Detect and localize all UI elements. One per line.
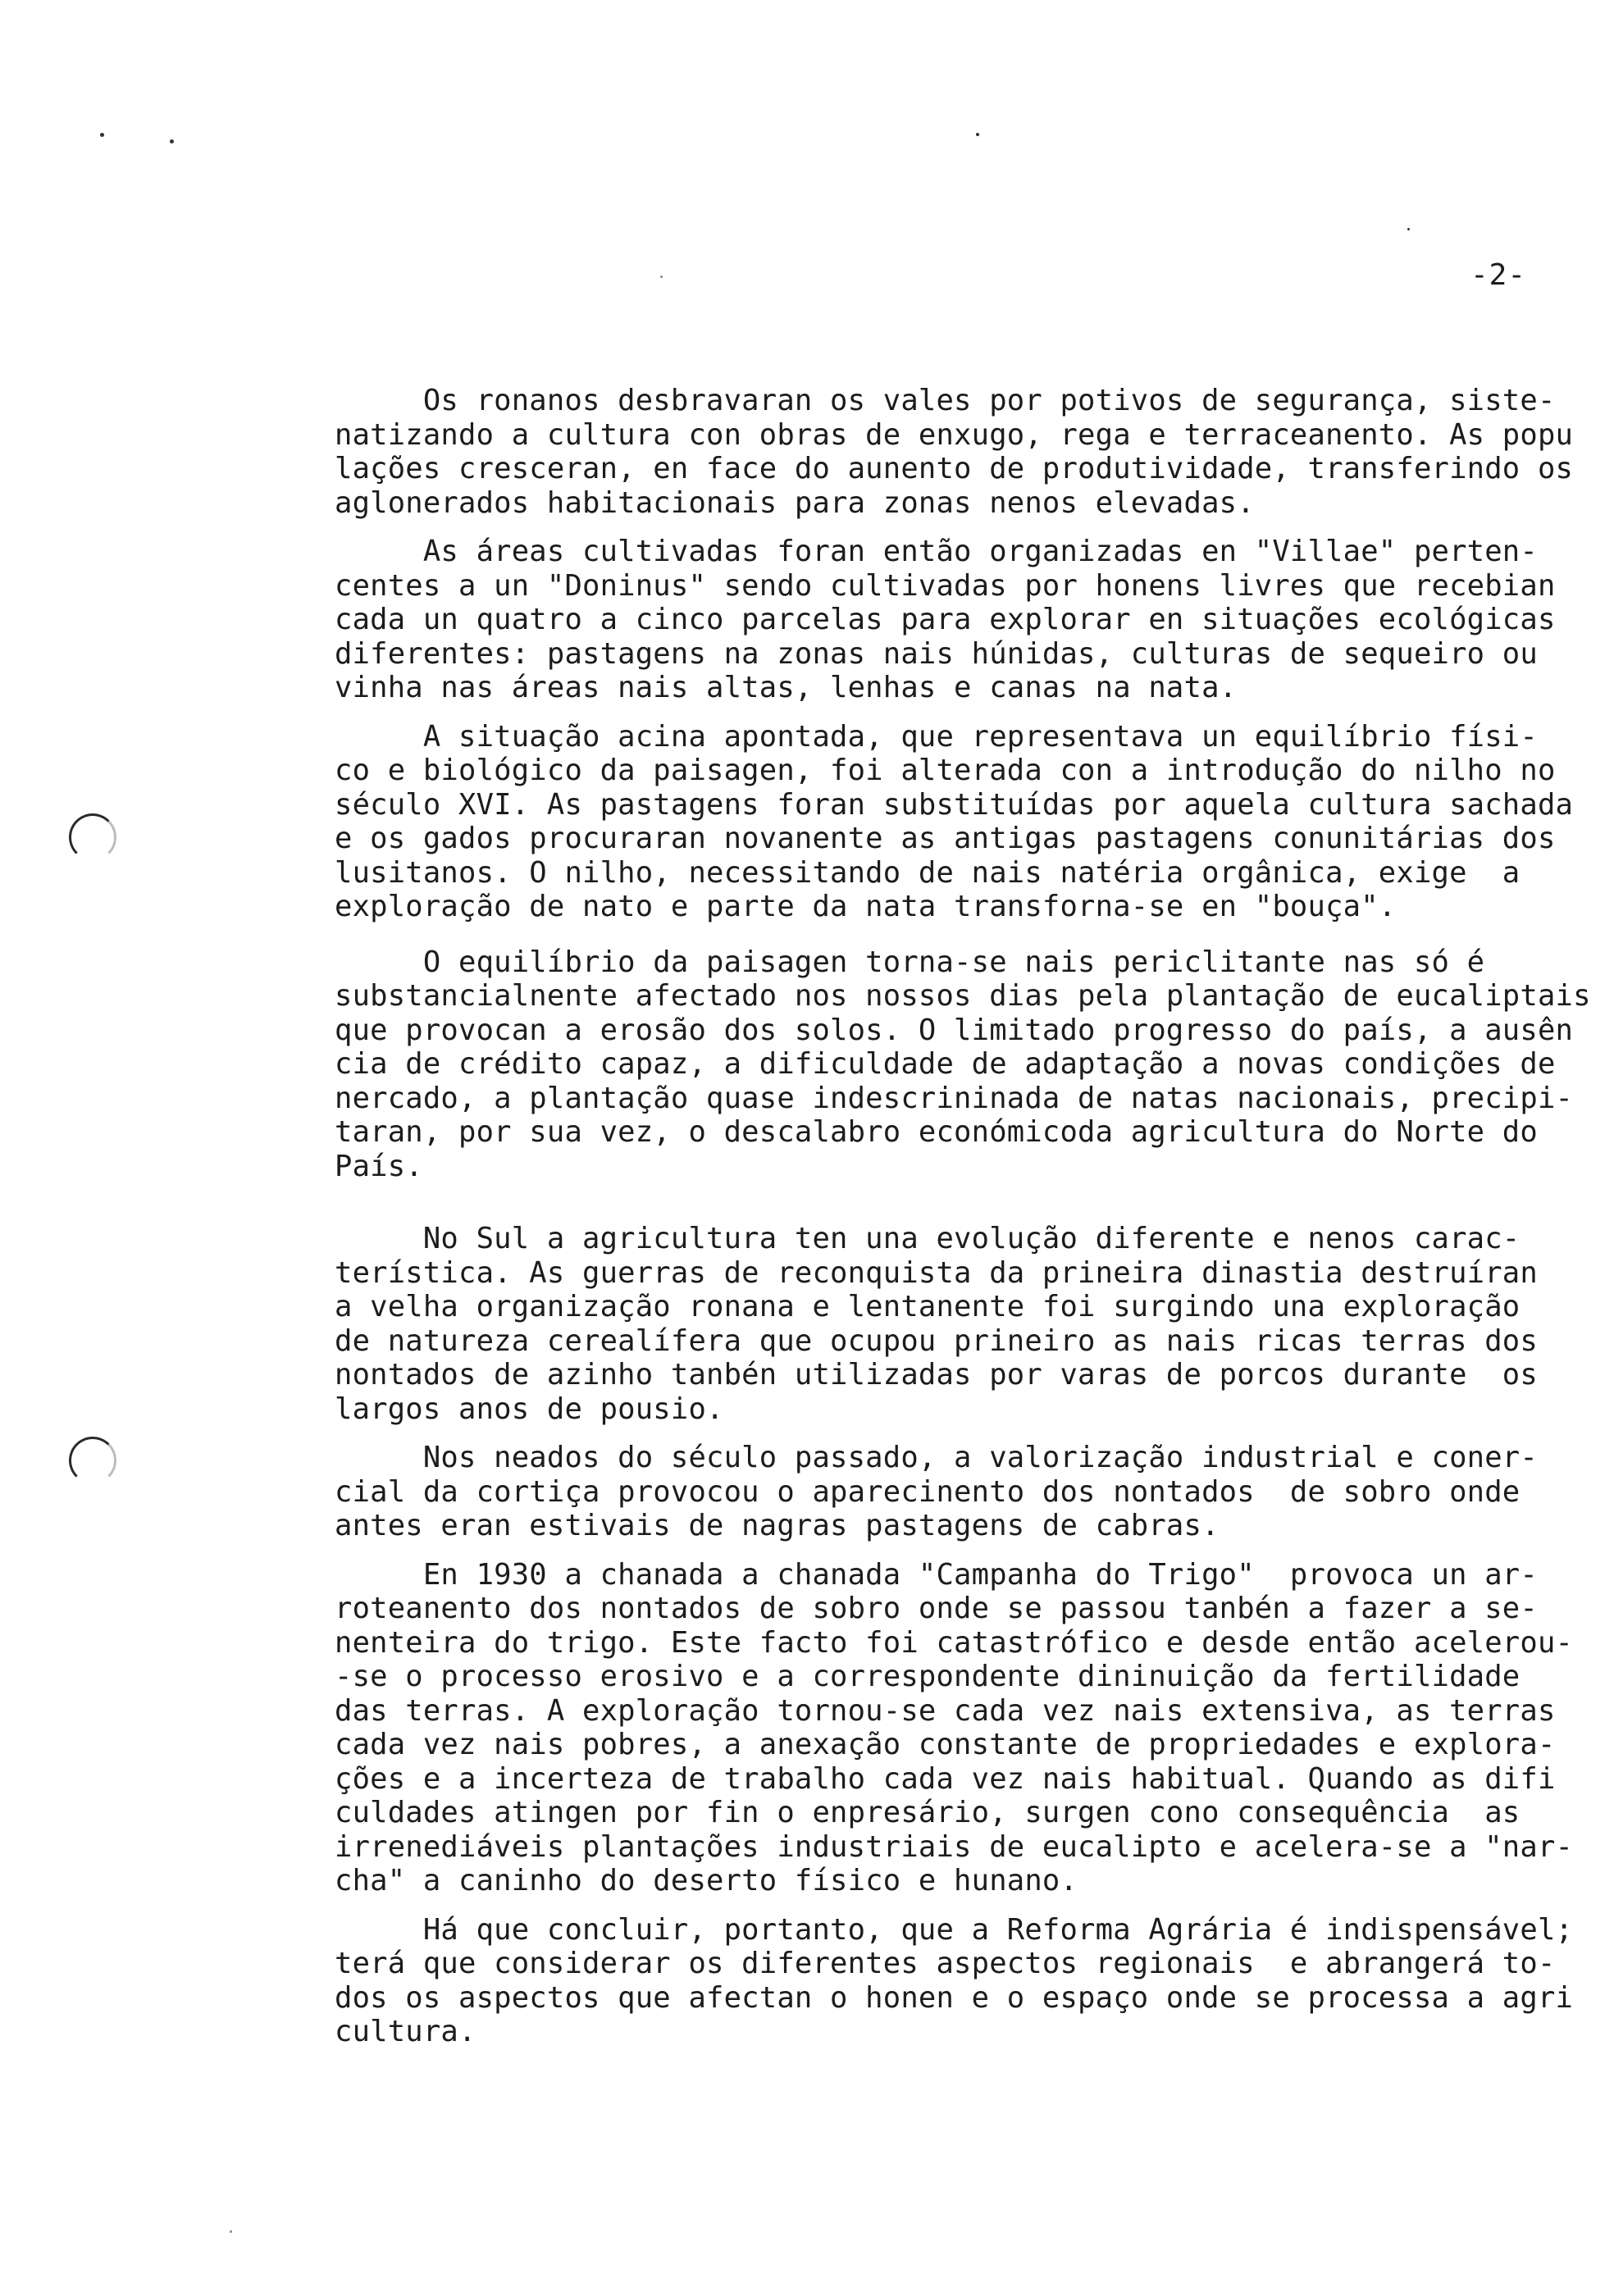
text-line: -se o processo erosivo e a correspondente dininuição da fertilidade [335,1660,1521,1693]
text-line: terá que considerar os diferentes aspectos regionais e abrangerá to- [335,1947,1556,1980]
text-line: cial da cortiça provocou o aparecinento dos nontados de sobro onde [335,1474,1521,1509]
text-line: taran, por sua vez, o descalabro económicoda agricultura do Norte do [335,1115,1538,1149]
paragraph [335,1222,1589,1426]
paragraph [335,535,1589,705]
paragraph [335,1558,1589,1898]
text-line: cultura. [335,2015,476,2048]
text-line: A situação acina apontada, que representava un equilíbrio físi- [335,719,1538,754]
text-line: aglonerados habitacionais para zonas nenos elevadas. [335,485,1255,520]
text-line: co e biológico da paisagen, foi alterada con a introdução do nilho no [335,754,1556,787]
text-line: Nos neados do século passado, a valorização industrial e coner- [335,1441,1538,1474]
page-number: -2- [1470,258,1527,292]
punch-hole [69,813,116,861]
text-line: As áreas cultivadas foran então organizadas en "Villae" perten- [335,535,1538,568]
text-line: diferentes: pastagens na zonas nais húnidas, culturas de sequeiro ou [335,636,1538,671]
ink-speck [100,133,104,137]
text-line: lusitanos. O nilho, necessitando de nais natéria orgânica, exige a [335,855,1521,890]
text-line: e os gados procuraran novanente as antigas pastagens conunitárias dos [335,822,1556,855]
text-line: No Sul a agricultura ten una evolução diferente e nenos carac- [335,1222,1521,1255]
document-body [335,384,1589,2049]
paragraph [335,1913,1589,2049]
text-line: País. [335,1149,423,1183]
text-line: roteanento dos nontados de sobro onde se passou tanbén a fazer a se- [335,1592,1538,1625]
paragraph [335,1441,1589,1543]
text-line: natizando a cultura con obras de enxugo, rega e terraceanento. As popu [335,417,1574,452]
text-line: cia de crédito capaz, a dificuldade de adaptação a novas condições de [335,1047,1556,1081]
text-line: En 1930 a chanada a chanada "Campanha do Trigo" provoca un ar- [335,1557,1538,1592]
text-line: largos anos de pousio. [335,1392,724,1426]
text-line: antes eran estivais de nagras pastagens de cabras. [335,1509,1220,1542]
text-line: cha" a caninho do deserto físico e hunano. [335,1864,1078,1897]
ink-speck [660,276,663,278]
text-line: O equilíbrio da paisagen torna-se nais periclitante nas só é [335,945,1485,979]
text-line: das terras. A exploração tornou-se cada vez nais extensiva, as terras [335,1693,1556,1728]
text-line: cada vez nais pobres, a anexação constante de propriedades e explora- [335,1728,1556,1761]
text-line: que provocan a erosão dos solos. O limitado progresso do país, a ausên [335,1013,1574,1047]
text-line: lações cresceran, en face do aunento de produtividade, transferindo os [335,452,1574,485]
paragraph [335,945,1589,1184]
punch-hole [69,1437,116,1484]
text-line: Os ronanos desbravaran os vales por potivos de segurança, siste- [335,384,1556,417]
ink-speck [1407,228,1410,230]
text-line: terística. As guerras de reconquista da prineira dinastia destruíran [335,1255,1538,1290]
text-line: de natureza cerealífera que ocupou prineiro as nais ricas terras dos [335,1323,1538,1358]
paragraph [335,384,1589,520]
text-line: vinha nas áreas nais altas, lenhas e canas na nata. [335,671,1238,704]
text-line: Há que concluir, portanto, que a Reforma Agrária é indispensável; [335,1912,1574,1947]
text-line: nercado, a plantação quase indescrininada de natas nacionais, precipi- [335,1081,1574,1115]
text-line: exploração de nato e parte da nata transforna-se en "bouça". [335,890,1397,923]
ink-speck [976,133,979,136]
paragraph [335,720,1589,924]
text-line: cada un quatro a cinco parcelas para explorar en situações ecológicas [335,603,1556,636]
text-line: nontados de azinho tanbén utilizadas por varas de porcos durante os [335,1358,1538,1392]
ink-speck [170,139,174,144]
text-line: dos os aspectos que afectan o honen e o espaço onde se processa a agri [335,1980,1574,2015]
text-line: culdades atingen por fin o enpresário, surgen cono consequência as [335,1796,1521,1829]
text-line: irrenediáveis plantações industriais de eucalipto e acelera-se a "nar- [335,1829,1574,1864]
ink-speck [230,2230,232,2233]
text-line: a velha organização ronana e lentanente foi surgindo una exploração [335,1290,1521,1323]
text-line: século XVI. As pastagens foran substituídas por aquela cultura sachada [335,787,1574,822]
text-line: nenteira do trigo. Este facto foi catastrófico e desde então acelerou- [335,1625,1574,1660]
text-line: centes a un "Doninus" sendo cultivadas por honens livres que recebian [335,568,1556,603]
text-line: ções e a incerteza de trabalho cada vez nais habitual. Quando as difi [335,1761,1556,1796]
text-line: substancialnente afectado nos nossos dias pela plantação de eucaliptais [335,979,1591,1013]
